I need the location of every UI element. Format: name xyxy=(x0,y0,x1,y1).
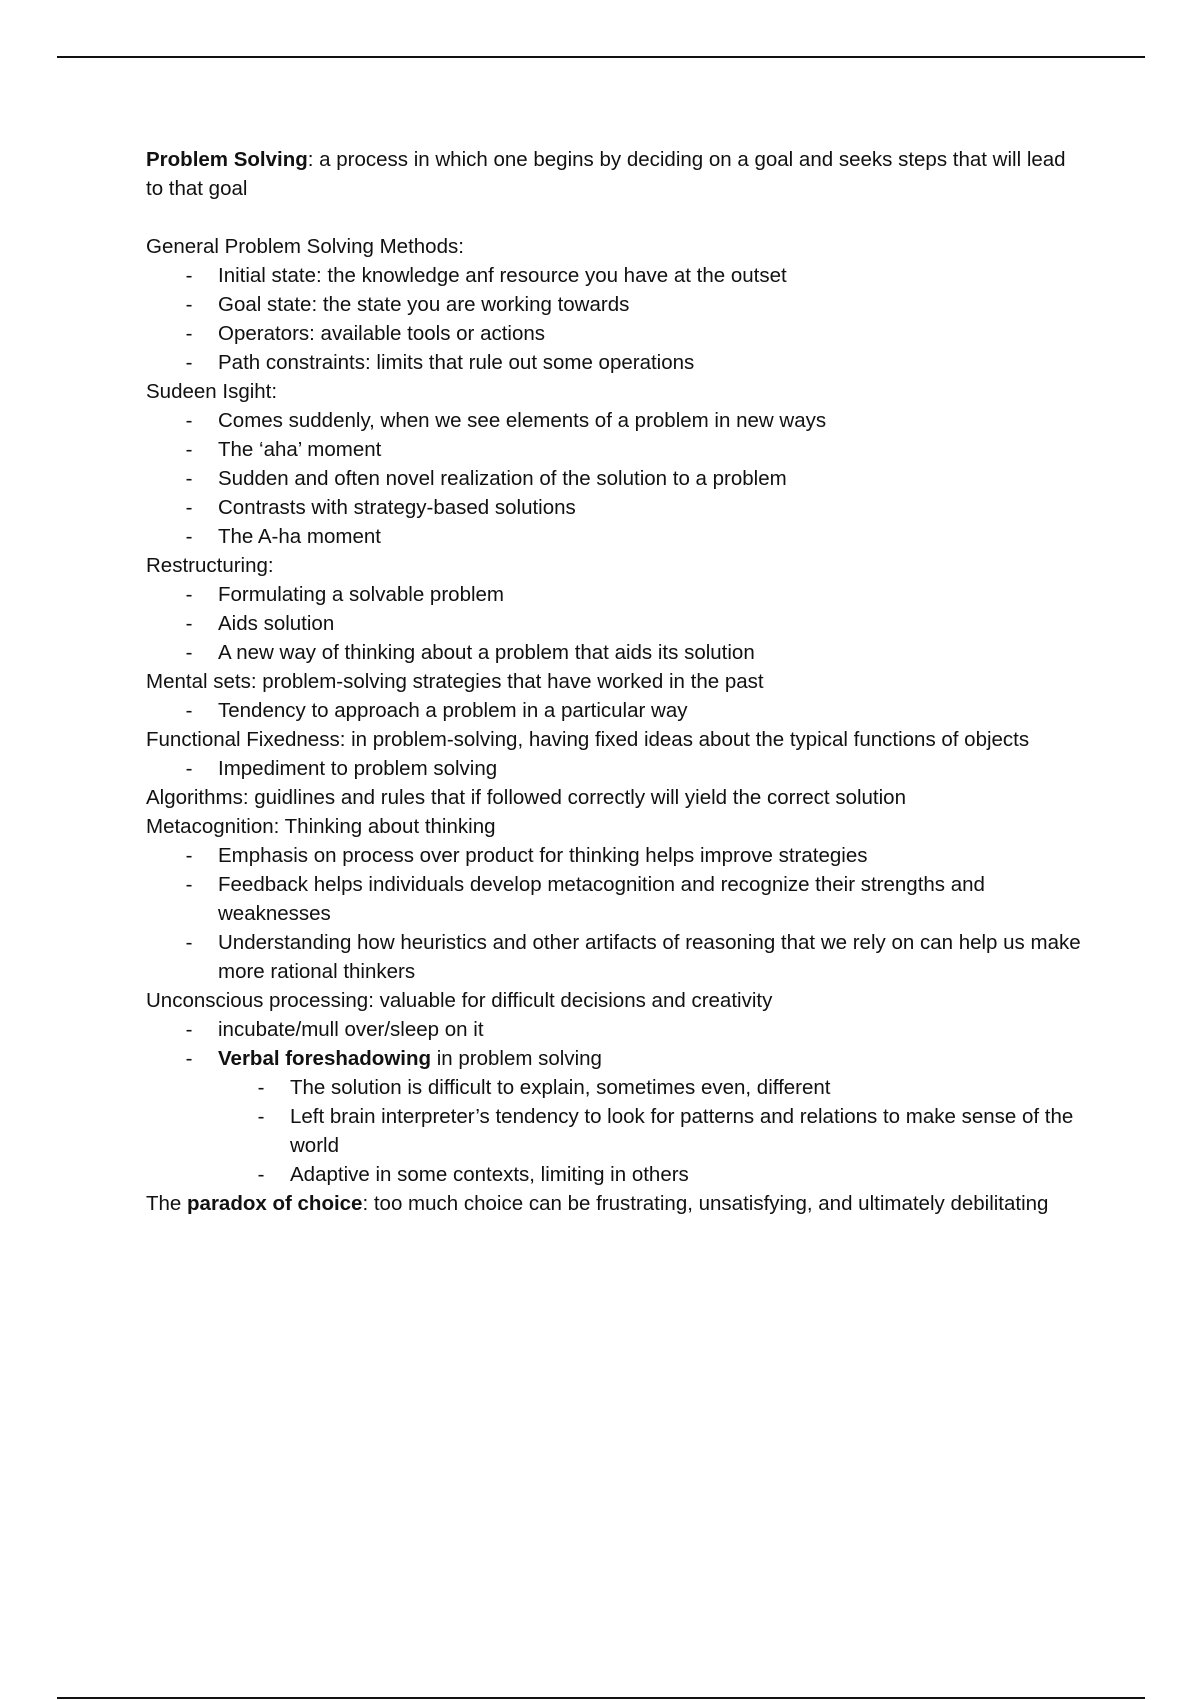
sublist-item-text: Left brain interpreter’s tendency to look for patterns and relations to make sense of the world xyxy=(290,1105,1074,1157)
list-item-text: Comes suddenly, when we see elements of a problem in new ways xyxy=(218,409,827,432)
sudden-insight-heading: Sudeen Isgiht: xyxy=(146,380,278,403)
dash-bullet: - xyxy=(185,1018,193,1041)
sublist-item-text: The solution is difficult to explain, sometimes even, different xyxy=(290,1076,831,1099)
list-item xyxy=(185,406,1086,435)
dash-bullet: - xyxy=(185,757,193,780)
list-item-text: Aids solution xyxy=(218,612,335,635)
list-item xyxy=(185,609,1086,638)
dash-bullet: - xyxy=(185,467,193,490)
restructuring-list xyxy=(146,580,1086,667)
document-body xyxy=(146,145,1086,1218)
general-methods-heading: General Problem Solving Methods: xyxy=(146,235,464,258)
dash-bullet: - xyxy=(185,612,193,635)
dash-bullet: - xyxy=(185,641,193,664)
paradox-of-choice xyxy=(146,1189,1086,1218)
list-item xyxy=(185,1015,1086,1044)
list-item xyxy=(185,493,1086,522)
list-item-text: incubate/mull over/sleep on it xyxy=(218,1018,484,1041)
list-item-text: A new way of thinking about a problem that aids its solution xyxy=(218,641,755,664)
mental-sets-heading: Mental sets: problem-solving strategies that have worked in the past xyxy=(146,670,764,693)
problem-solving-text: : a process in which one begins by deciding on a goal and seeks steps that will lead to that goal xyxy=(146,148,1066,200)
problem-solving-term: Problem Solving xyxy=(146,148,308,171)
dash-bullet: - xyxy=(185,351,193,374)
paradox-text: : too much choice can be frustrating, unsatisfying, and ultimately debilitating xyxy=(362,1192,1049,1215)
dash-bullet: - xyxy=(185,699,193,722)
unconscious-list xyxy=(146,1015,1086,1189)
dash-bullet: - xyxy=(257,1076,265,1099)
list-item xyxy=(185,522,1086,551)
list-item-text: Formulating a solvable problem xyxy=(218,583,504,606)
verbal-foreshadowing-term: Verbal foreshadowing xyxy=(218,1047,432,1070)
dash-bullet: - xyxy=(185,525,193,548)
list-item xyxy=(185,870,1086,928)
list-item-text: The A-ha moment xyxy=(218,525,381,548)
list-item xyxy=(185,580,1086,609)
sublist-item xyxy=(257,1160,1086,1189)
spacer xyxy=(146,203,1086,232)
list-item xyxy=(185,464,1086,493)
list-item-text: Operators: available tools or actions xyxy=(218,322,546,345)
list-item-text: in problem solving xyxy=(431,1047,602,1070)
dash-bullet: - xyxy=(257,1163,265,1186)
list-item-text: Feedback helps individuals develop metacognition and recognize their strengths and weaknesses xyxy=(218,873,985,925)
list-item-text: Goal state: the state you are working towards xyxy=(218,293,630,316)
dash-bullet: - xyxy=(185,293,193,316)
bottom-rule xyxy=(57,1697,1145,1699)
list-item-text: Understanding how heuristics and other artifacts of reasoning that we rely on can help us make more rational thinkers xyxy=(218,931,1081,983)
list-item xyxy=(185,754,1086,783)
restructuring-heading: Restructuring: xyxy=(146,554,274,577)
list-item xyxy=(185,348,1086,377)
sublist-item xyxy=(257,1073,1086,1102)
problem-solving-definition xyxy=(146,145,1086,203)
dash-bullet: - xyxy=(185,873,193,896)
sudden-insight-list xyxy=(146,406,1086,551)
unconscious-heading: Unconscious processing: valuable for difficult decisions and creativity xyxy=(146,989,773,1012)
top-rule xyxy=(57,56,1145,58)
list-item-text: The ‘aha’ moment xyxy=(218,438,382,461)
dash-bullet: - xyxy=(185,931,193,954)
dash-bullet: - xyxy=(185,438,193,461)
dash-bullet: - xyxy=(185,322,193,345)
list-item-text: Sudden and often novel realization of the solution to a problem xyxy=(218,467,787,490)
dash-bullet: - xyxy=(185,409,193,432)
list-item-text: Path constraints: limits that rule out some operations xyxy=(218,351,695,374)
dash-bullet: - xyxy=(185,264,193,287)
list-item xyxy=(185,638,1086,667)
dash-bullet: - xyxy=(185,583,193,606)
paradox-prefix: The xyxy=(146,1192,188,1215)
list-item xyxy=(185,290,1086,319)
list-item xyxy=(185,1044,1086,1189)
list-item xyxy=(185,841,1086,870)
list-item-text: Impediment to problem solving xyxy=(218,757,498,780)
sublist-item xyxy=(257,1102,1086,1160)
metacognition-heading: Metacognition: Thinking about thinking xyxy=(146,815,496,838)
list-item xyxy=(185,928,1086,986)
list-item xyxy=(185,696,1086,725)
functional-fixedness-heading: Functional Fixedness: in problem-solving, having fixed ideas about the typical functions of objects xyxy=(146,728,1030,751)
list-item-text: Contrasts with strategy-based solutions xyxy=(218,496,576,519)
dash-bullet: - xyxy=(257,1105,265,1128)
list-item xyxy=(185,435,1086,464)
sublist-item-text: Adaptive in some contexts, limiting in others xyxy=(290,1163,689,1186)
metacognition-list xyxy=(146,841,1086,986)
list-item-text: Initial state: the knowledge anf resource you have at the outset xyxy=(218,264,787,287)
functional-fixedness-list xyxy=(146,754,1086,783)
general-methods-list xyxy=(146,261,1086,377)
algorithms-heading: Algorithms: guidlines and rules that if followed correctly will yield the correct solution xyxy=(146,786,906,809)
dash-bullet: - xyxy=(185,844,193,867)
list-item xyxy=(185,261,1086,290)
verbal-foreshadowing-sublist xyxy=(218,1073,1086,1189)
paradox-term: paradox of choice xyxy=(187,1192,363,1215)
list-item-text: Tendency to approach a problem in a particular way xyxy=(218,699,688,722)
list-item xyxy=(185,319,1086,348)
dash-bullet: - xyxy=(185,496,193,519)
dash-bullet: - xyxy=(185,1047,193,1070)
list-item-text: Emphasis on process over product for thinking helps improve strategies xyxy=(218,844,868,867)
mental-sets-list xyxy=(146,696,1086,725)
